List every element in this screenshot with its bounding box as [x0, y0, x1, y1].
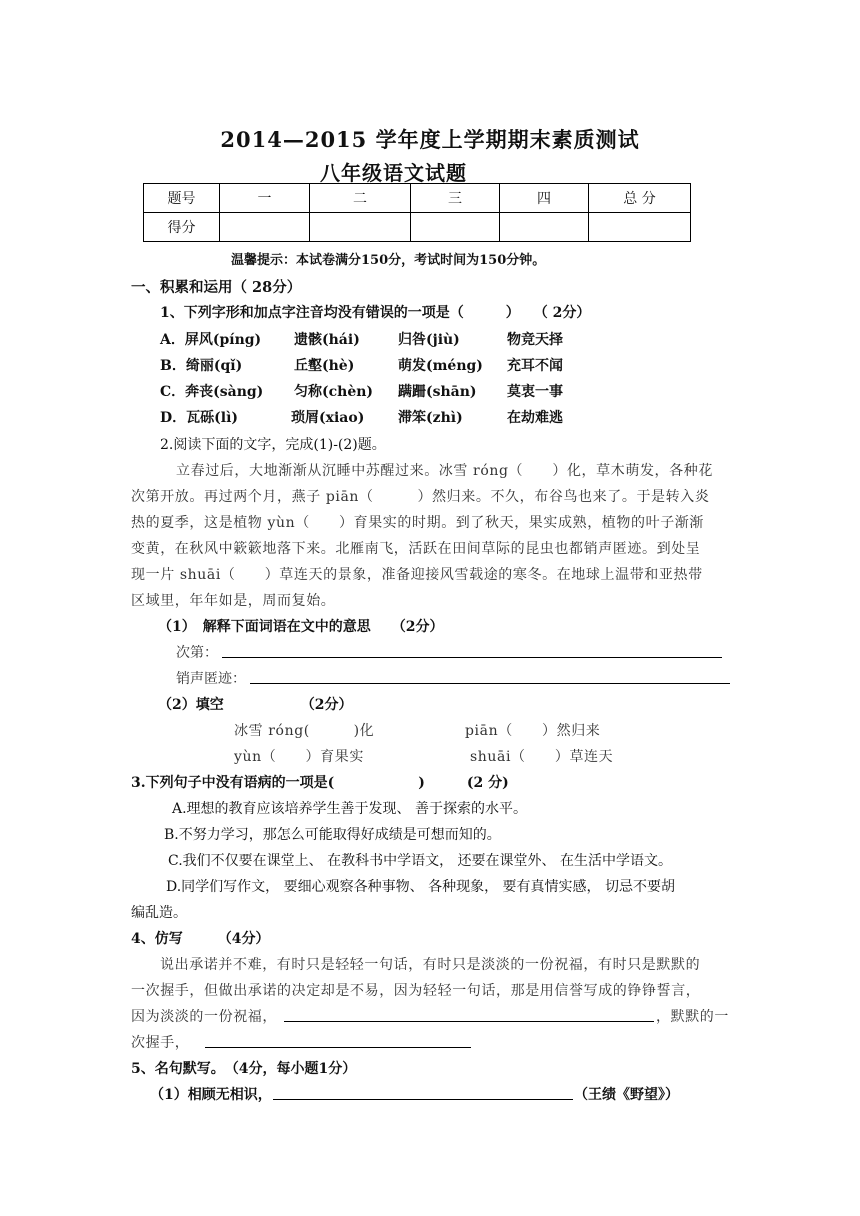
score-input-cell[interactable]: [500, 213, 589, 242]
answer-line[interactable]: [222, 657, 722, 658]
question-3-stem: 3.下列句子中没有语病的一项是( ) (2 分): [131, 775, 509, 791]
question-2-stem: 2.阅读下面的文字，完成(1)-(2)题。: [160, 437, 386, 453]
score-cell: 题号: [144, 184, 220, 213]
passage-line: 变黄，在秋风中簌簌地落下来。北雁南飞，活跃在田间草际的昆虫也都销声匿迹。到处呈: [131, 541, 701, 557]
term-label: 次第：: [176, 645, 218, 661]
answer-line[interactable]: [205, 1047, 471, 1048]
score-cell: 二: [310, 184, 411, 213]
score-table-header-row: [144, 184, 691, 213]
option-d-cont: 编乱造。: [131, 905, 187, 921]
passage-line: 区域里，年年如是，周而复始。: [131, 593, 336, 609]
score-cell: 一: [220, 184, 310, 213]
score-cell: 三: [411, 184, 500, 213]
imitation-line: 一次握手，但做出承诺的决定却是不易，因为轻轻一句话，那是用信誉写成的铮铮誓言，: [131, 983, 701, 999]
score-input-cell[interactable]: [411, 213, 500, 242]
fill-item: piān（ ）然归来: [465, 723, 601, 739]
option-a-2: 遗骸(hái): [294, 332, 360, 348]
option-d-1: D．瓦砾(lì): [160, 410, 239, 426]
option-b-3: 萌发(méng): [398, 358, 483, 374]
score-cell: 总 分: [589, 184, 691, 213]
fill-item: shuāi（ ）草连天: [470, 749, 614, 765]
imitation-line: 次握手，: [131, 1035, 190, 1051]
option-b-2: 丘壑(hè): [294, 358, 355, 374]
imitation-line: 说出承诺并不难，有时只是轻轻一句话，有时只是淡淡的一份祝福，有时只是默默的: [160, 957, 701, 973]
question-2-sub2: （2）填空 （2分）: [158, 697, 353, 713]
answer-line[interactable]: [273, 1099, 573, 1100]
option-c-3: 蹒跚(shān): [398, 384, 477, 400]
imitation-line: 因为淡淡的一份祝福，: [131, 1009, 277, 1025]
option-b-1: B．绮丽(qǐ): [160, 358, 243, 374]
poem-line-start: （1）相顾无相识，: [150, 1087, 272, 1103]
imitation-line: ，默默的一: [656, 1009, 729, 1025]
passage-line: 次第开放。再过两个月，燕子 piān（ ）然归来。不久，布谷鸟也来了。于是转入炎: [131, 489, 710, 505]
question-4-stem: 4、仿写 （4分）: [131, 931, 270, 947]
fill-item: 冰雪 róng( )化: [234, 723, 375, 739]
answer-line[interactable]: [250, 683, 730, 684]
option-d-2: 琐屑(xiao): [291, 410, 365, 426]
option-c-2: 匀称(chèn): [294, 384, 374, 400]
option-d: D.同学们写作文， 要细心观察各种事物、 各种现象， 要有真情实感， 切忌不要胡: [166, 879, 675, 895]
option-b-4: 充耳不闻: [507, 358, 563, 374]
passage-line: 现一片 shuāi（ ）草连天的景象，准备迎接风雪载途的寒冬。在地球上温带和亚热带: [131, 567, 703, 583]
section-heading: 一、积累和运用（ 28分）: [131, 279, 302, 296]
passage-line: 立春过后，大地渐渐从沉睡中苏醒过来。冰雪 róng（ ）化，草木萌发，各种花: [176, 463, 713, 479]
score-table-score-row: [144, 213, 691, 242]
option-d-4: 在劫难逃: [507, 410, 563, 426]
option-c-1: C．奔丧(sàng): [160, 384, 264, 400]
exam-title: 2014—2015 学年度上学期期末素质测试: [220, 127, 640, 152]
question-2-sub1: （1） 解释下面词语在文中的意思 （2分）: [158, 619, 444, 635]
score-input-cell[interactable]: [589, 213, 691, 242]
score-input-cell[interactable]: [310, 213, 411, 242]
question-1-stem: 1、下列字形和加点字注音均没有错误的一项是（ ） （ 2分）: [160, 305, 591, 321]
score-cell: 得分: [144, 213, 220, 242]
option-a-4: 物竞天择: [507, 332, 563, 348]
score-input-cell[interactable]: [220, 213, 310, 242]
passage-line: 热的夏季，这是植物 yùn（ ）育果实的时期。到了秋天，果实成熟，植物的叶子渐渐: [131, 515, 704, 531]
poem-source: （王绩《野望》）: [574, 1087, 679, 1103]
fill-item: yùn（ ）育果实: [234, 749, 364, 765]
option-a-3: 归咎(jiù): [398, 332, 460, 348]
score-table: [143, 183, 691, 242]
option-a: A.理想的教育应该培养学生善于发现、 善于探索的水平。: [172, 801, 528, 817]
exam-note: 温馨提示：本试卷满分150分，考试时间为150分钟。: [231, 253, 546, 268]
score-cell: 四: [500, 184, 589, 213]
answer-line[interactable]: [284, 1021, 654, 1022]
term-label: 销声匿迹：: [176, 671, 246, 687]
question-5-stem: 5、名句默写。 （4分，每小题1分）: [131, 1061, 357, 1077]
option-c: C.我们不仅要在课堂上、 在教科书中学语文， 还要在课堂外、 在生活中学语文。: [168, 853, 673, 869]
option-b: B.不努力学习，那怎么可能取得好成绩是可想而知的。: [164, 827, 501, 843]
exam-subtitle: 八年级语文试题: [320, 161, 467, 185]
option-a-1: A．屏风(píng): [160, 332, 262, 348]
option-d-3: 滞笨(zhì): [398, 410, 463, 426]
option-c-4: 莫衷一事: [507, 384, 563, 400]
